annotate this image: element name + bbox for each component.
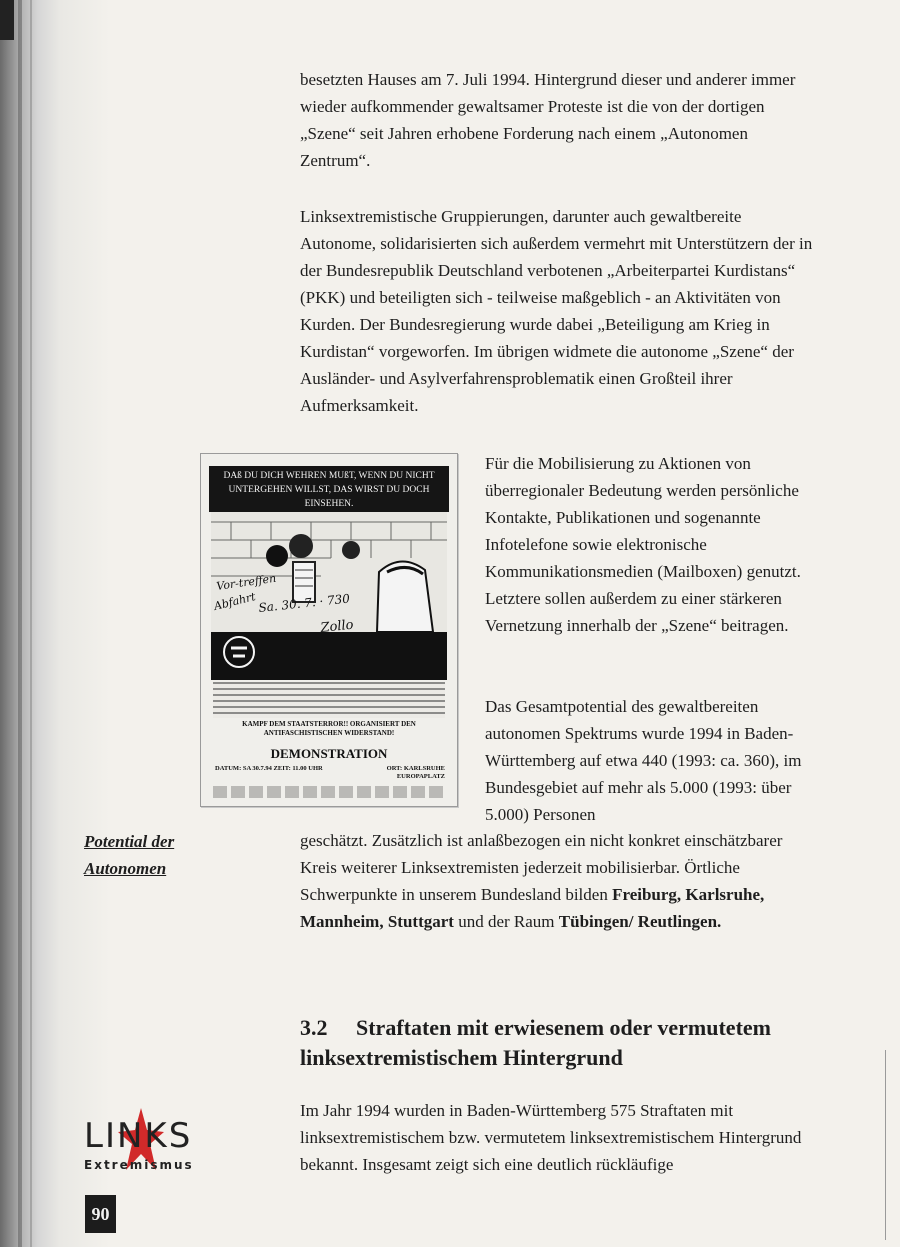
- corner-mark: [0, 0, 14, 40]
- paragraph-5-text-mid: und der Raum: [453, 912, 559, 931]
- paragraph-4: Das Gesamtpotential des gewaltbereiten autonomen Spektrums wurde 1994 in Baden-Württemberg auf etwa 440 (1993: ca. 360), im Bundesgebiet auf mehr als 5.000 (1993: über 5.000) Personen: [485, 697, 802, 824]
- section-heading: [300, 1013, 820, 1073]
- margin-heading: Potential der Autonomen: [84, 832, 175, 878]
- paragraph-6: Im Jahr 1994 wurden in Baden-Württemberg 575 Straftaten mit linksextremistischem bzw. vermutetem linksextremistischem Hintergrund bekannt. Insgesamt zeigt sich eine deutlich rückläufige: [300, 1101, 802, 1174]
- paragraph-2: Linksextremistische Gruppierungen, darunter auch gewaltbereite Autonome, solidarisierten sich außerdem vermehrt mit Unterstützern der in der Bundesrepublik Deutschland verbotenen „Arbeiterpartei Kurdistans“ (PKK) und beteiligten sich - teilweise maßgeblich - an Aktivitäten von Kurden. Der Bundesregierung wurde dabei „Beteiligung am Krieg in Kurdistan“ vorgeworfen. Im übrigen widmete die autonome „Szene“ der Ausländer- und Asylverfahrensproblematik einen Großteil ihrer Aufmerksamkeit.: [300, 207, 813, 415]
- paragraph-3: Für die Mobilisierung zu Aktionen von überregionaler Bedeutung werden persönliche Kontakte, Publikationen und sogenannte Infotelefone sowie elektronische Kommunikationsmedien (Mailboxen) genutzt. Letztere sollen außerdem zu einer stärkeren Vernetzung innerhalb der „Szene“ beitragen.: [485, 454, 801, 635]
- section-number: 3.2: [300, 1015, 328, 1040]
- paragraph-5: [300, 827, 820, 935]
- poster-drawing: [211, 512, 447, 680]
- page-edge-line: [885, 1050, 886, 1240]
- poster-demonstration-title: DEMONSTRATION: [270, 746, 388, 761]
- poster-date: DATUM: SA 30.7.94 ZEIT: 11.00 UHR: [215, 765, 323, 772]
- poster-place: ORT: KARLSRUHE EUROPAPLATZ: [386, 765, 445, 780]
- scrawl-line-4: Zollo: [319, 617, 355, 636]
- paragraph-1: besetzten Hauses am 7. Juli 1994. Hintergrund dieser und anderer immer wieder aufkommender gewaltsamer Proteste ist die von der dortigen „Szene“ seit Jahren erhobene Forderung nach einem „Autonomen Zentrum“.: [300, 70, 796, 170]
- scrawl-line-2: Abfahrt: [212, 590, 257, 613]
- paragraph-5-text-start: geschätzt. Zusätzlich ist anlaßbezogen ein nicht konkret einschätzbarer Kreis weiterer Linksextremisten jederzeit mobilisierbar. Örtliche Schwerpunkte in unserem Bundesland bilden: [300, 831, 783, 904]
- links-extremismus-logo: [84, 1108, 194, 1180]
- scrawl-line-1: Vor-treffen: [215, 571, 277, 593]
- poster-illustration: [211, 512, 447, 680]
- scrawl-line-3: Sa. 30. 7. · 730: [257, 591, 351, 615]
- page-number: 90: [85, 1195, 116, 1233]
- demonstration-poster: [200, 453, 458, 807]
- logo-wordmark: LINKS: [84, 1116, 193, 1156]
- poster-footer: [213, 786, 445, 798]
- paragraph-5-region: Tübingen/ Reutlingen.: [558, 912, 722, 931]
- poster-fine-print: [213, 682, 445, 718]
- section-title: Straftaten mit erwiesenem oder vermutetem linksextremistischem Hintergrund: [300, 1015, 771, 1070]
- page-binding-shadow: [0, 0, 110, 1247]
- poster-slogan: KAMPF DEM STAATSTERROR!! ORGANISIERT DEN ANTIFASCHISTISCHEN WIDERSTAND!: [242, 720, 416, 737]
- poster-banner: DAß DU DICH WEHREN MUßT, WENN DU NICHT UNTERGEHEN WILLST, DAS WIRST DU DOCH EINSEHEN.: [209, 466, 449, 512]
- paragraph-5-cities: Freiburg, Karlsruhe, Mannheim, Stuttgart: [300, 885, 765, 931]
- logo-subtitle: Extremismus: [84, 1158, 194, 1172]
